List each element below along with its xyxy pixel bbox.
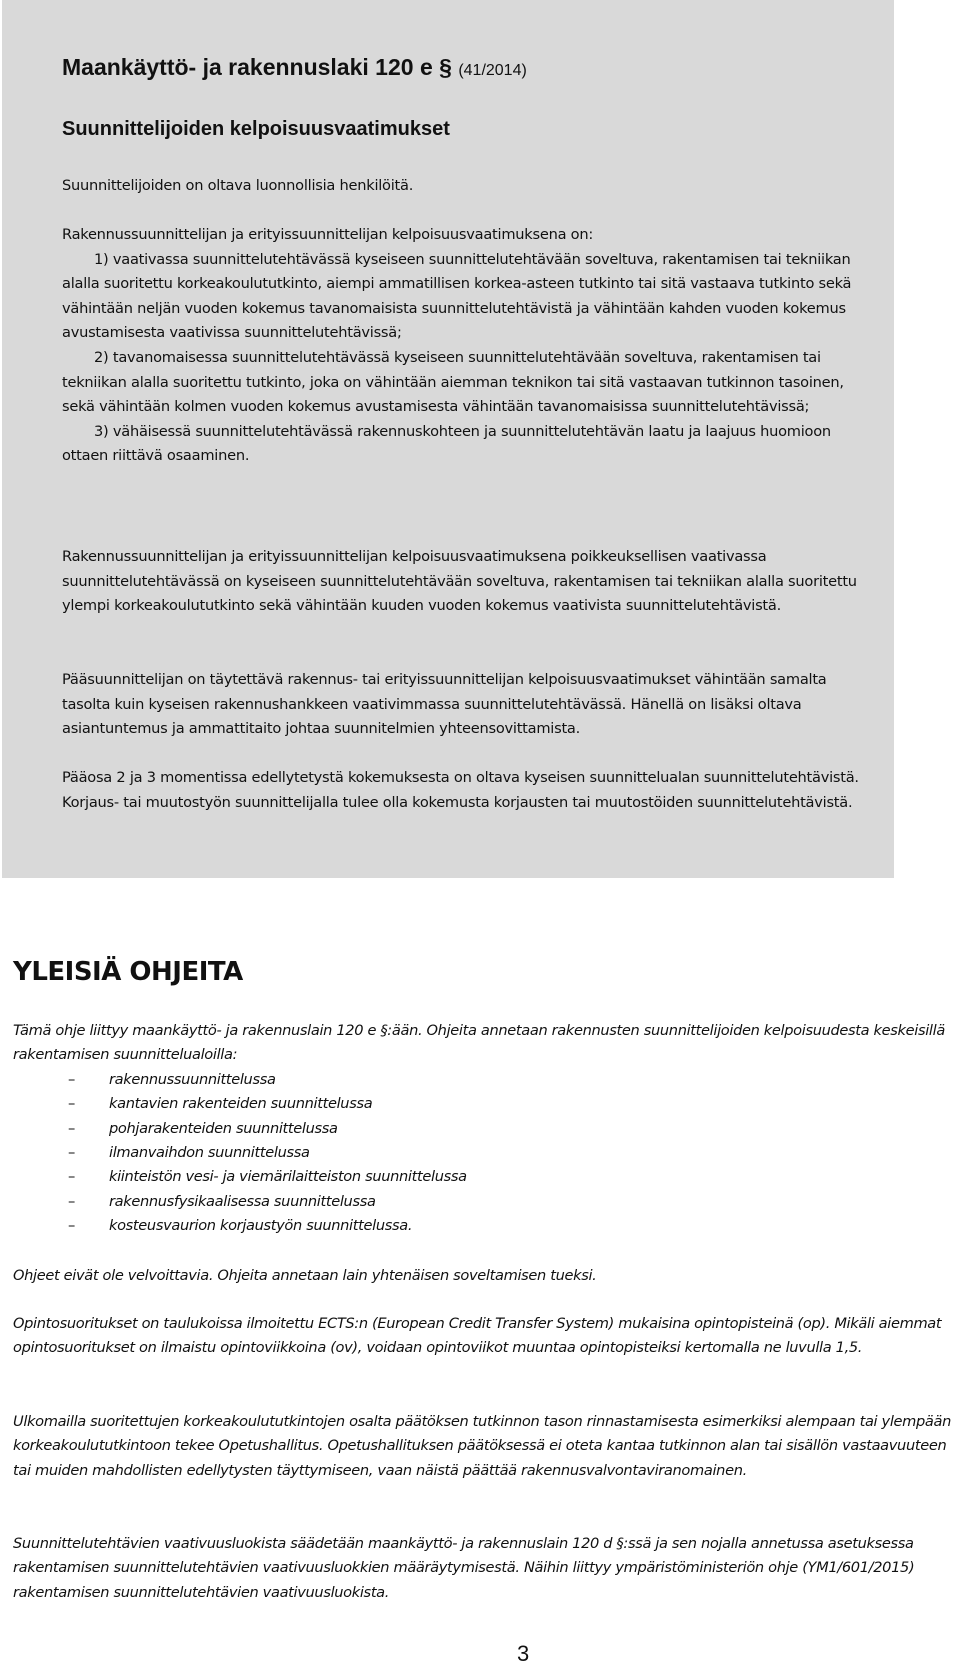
guide-paragraph-1: Ohjeet eivät ole velvoittavia. Ohjeita annetaan lain yhtenäisen soveltamisen tueksi. <box>13 1267 597 1284</box>
dash-bullet: – <box>68 1192 75 1210</box>
list-item: – rakennusfysikaalisessa suunnittelussa <box>13 1190 958 1214</box>
law-paragraph-4: Pääsuunnittelijan on täytettävä rakennus- tai erityissuunnittelijan kelpoisuusvaatimukset vähintään samalta tasolta kuin kyseisen rakennushankkeen vaativimmassa suunnittelutehtävässä. Hänellä on lisäksi oltava asiantuntemus ja ammattitaito johtaa suunnitelmien yhteensovittamista. <box>62 671 827 738</box>
law-requirement-item-3: 3) vähäisessä suunnittelutehtävässä rakennuskohteen ja suunnittelutehtävän laatu ja laajuus huomioon ottaen riittävä osaaminen. <box>62 422 831 465</box>
dash-bullet: – <box>68 1095 75 1113</box>
law-paragraph <box>62 668 867 742</box>
section-heading: YLEISIÄ OHJEITA <box>13 957 243 987</box>
law-requirement-item-2: 2) tavanomaisessa suunnittelutehtävässä kyseiseen suunnittelutehtävään soveltuva, rakentamisen tai tekniikan alalla suoritettu tutkinto, joka on vähintään aiemman teknikon tai sitä vastaavan tutkinnon tasoinen, sekä vähintään kolmen vuoden kokemus avustamisesta vähintään tavanomaisissa suunnittelutehtävissä; <box>62 348 844 416</box>
law-paragraph <box>62 545 867 619</box>
law-reference: (41/2014) <box>458 62 527 79</box>
law-paragraph <box>62 766 867 815</box>
law-subtitle: Suunnittelijoiden kelpoisuusvaatimukset <box>62 118 450 140</box>
law-requirements <box>62 223 867 469</box>
law-paragraph-1: Suunnittelijoiden on oltava luonnollisia henkilöitä. <box>62 177 414 194</box>
list-item: – kiinteistön vesi- ja viemärilaitteiston suunnittelussa <box>13 1165 958 1189</box>
design-areas-list <box>13 1068 958 1239</box>
dash-bullet: – <box>68 1119 75 1137</box>
guide-paragraph-2: Opintosuoritukset on taulukoissa ilmoitettu ECTS:n (European Credit Transfer System) mukaisina opintopisteinä (op). Mikäli aiemmat opintosuoritukset on ilmaistu opintoviikkoina (ov), voidaan opintoviikot muuntaa opintopisteiksi kertomalla ne luvulla 1,5. <box>13 1315 942 1357</box>
guide-paragraph <box>13 1410 958 1483</box>
dash-bullet: – <box>68 1168 75 1186</box>
law-requirements-intro: Rakennussuunnittelijan ja erityissuunnittelijan kelpoisuusvaatimuksena on: <box>62 226 593 243</box>
guide-intro-block <box>13 1019 958 1239</box>
guide-paragraph <box>13 1532 958 1605</box>
guide-intro: Tämä ohje liittyy maankäyttö- ja rakennuslain 120 e §:ään. Ohjeita annetaan rakennusten suunnittelijoiden kelpoisuudesta keskeisillä rakentamisen suunnittelualoilla: <box>13 1022 945 1064</box>
law-paragraph-3: Rakennussuunnittelijan ja erityissuunnittelijan kelpoisuusvaatimuksena poikkeuksellisen vaativassa suunnittelutehtävässä on kyseiseen suunnittelutehtävään soveltuva, rakentamisen tai tekniikan alalla suoritettu ylempi korkeakoulututkinto sekä vähintään kuuden vuoden kokemus vaativista suunnittelutehtävistä. <box>62 548 857 615</box>
list-item: – ilmanvaihdon suunnittelussa <box>13 1141 958 1165</box>
page-number: 3 <box>517 1641 530 1666</box>
list-item: – kantavien rakenteiden suunnittelussa <box>13 1092 958 1116</box>
law-paragraph <box>62 174 867 199</box>
dash-bullet: – <box>68 1217 75 1235</box>
law-paragraph-5: Pääosa 2 ja 3 momentissa edellytetystä kokemuksesta on oltava kyseisen suunnittelualan suunnittelutehtävistä. Korjaus- tai muutostyön suunnittelijalla tulee olla kokemusta korjausten tai muutostöiden suunnittelutehtävistä. <box>62 769 859 811</box>
dash-bullet: – <box>68 1070 75 1088</box>
guide-paragraph-4: Suunnittelutehtävien vaativuusluokista säädetään maankäyttö- ja rakennuslain 120 d §:ssä ja sen nojalla annetussa asetuksessa rakentamisen suunnittelutehtävien vaativuusluokkien määräytymisestä. Näihin liittyy ympäristöministeriön ohje (YM1/601/2015) rakentamisen suunnittelutehtävien vaativuusluokista. <box>13 1535 915 1601</box>
guide-paragraph <box>13 1264 958 1288</box>
law-requirement-item-1: 1) vaativassa suunnittelutehtävässä kyseiseen suunnittelutehtävään soveltuva, rakentamisen tai tekniikan alalla suoritettu korkeakoulututkinto, aiempi ammatillisen korkea-asteen tutkinto tai sitä vastaava tutkinto sekä vähintään neljän vuoden kokemus tavanomaisista suunnittelutehtävistä ja vähintään kahden vuoden kokemus avustamisesta vaativissa suunnittelutehtävissä; <box>62 250 852 342</box>
list-item: – pohjarakenteiden suunnittelussa <box>13 1117 958 1141</box>
law-title: Maankäyttö- ja rakennuslaki 120 e § (41/2014) <box>62 54 527 80</box>
list-item: – kosteusvaurion korjaustyön suunnittelussa. <box>13 1214 958 1238</box>
guide-paragraph <box>13 1312 958 1361</box>
dash-bullet: – <box>68 1144 75 1162</box>
list-item: – rakennussuunnittelussa <box>13 1068 958 1092</box>
guide-paragraph-3: Ulkomailla suoritettujen korkeakoulututkintojen osalta päätöksen tutkinnon tason rinnastamisesta esimerkiksi alempaan tai ylempään korkeakoulututkintoon tekee Opetushallitus. Opetushallituksen päätöksessä ei oteta kantaa tutkinnon alan tai sisällön vastaavuuteen tai muiden mahdollisten edellytysten täyttymiseen, vaan näistä päättää rakennusvalvontaviranomainen. <box>13 1413 952 1479</box>
